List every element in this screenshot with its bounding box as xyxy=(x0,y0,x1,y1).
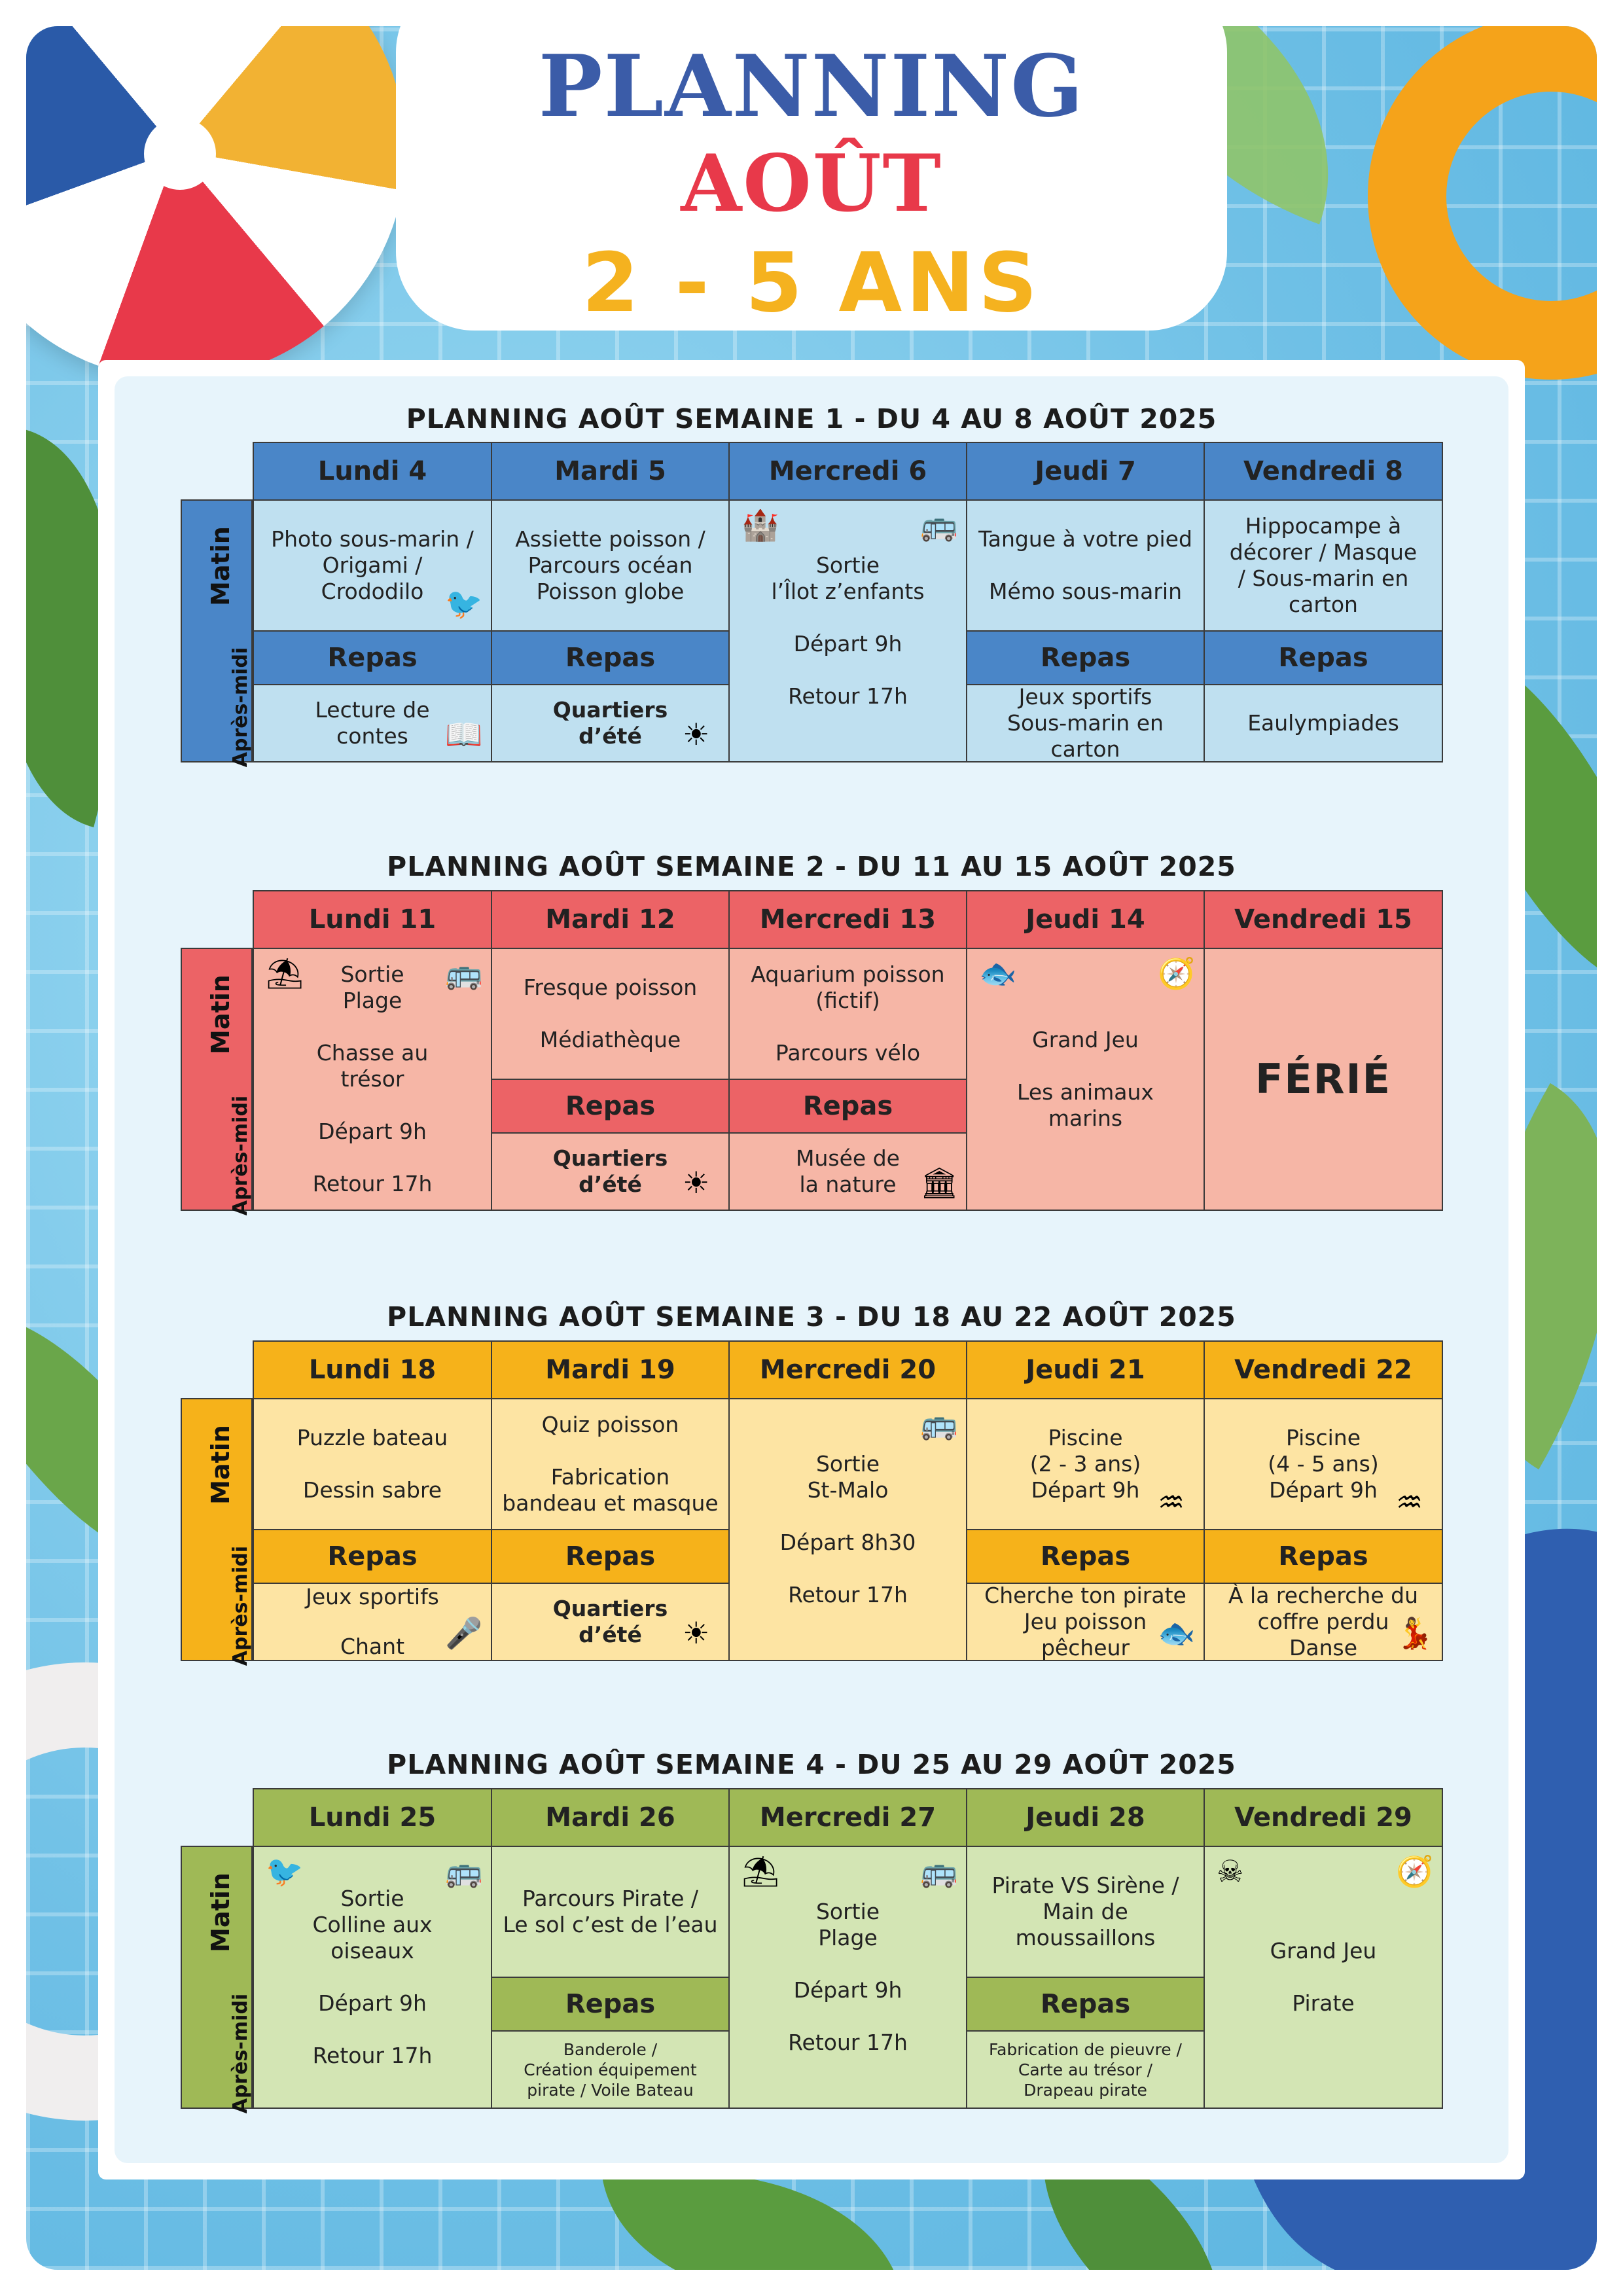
activity-line: Piscine xyxy=(1285,1425,1361,1450)
compass-icon: 🧭 xyxy=(1396,1854,1434,1889)
activity-line: À la recherche du xyxy=(1228,1583,1418,1608)
day-header-mardi-26: Mardi 26 xyxy=(491,1788,730,1847)
activity-line: Départ 9h xyxy=(1031,1477,1140,1503)
activity-line: Jeu poisson xyxy=(1024,1609,1147,1634)
activity-cell xyxy=(491,948,730,1080)
fish-icon: 🐟 xyxy=(979,956,1017,991)
activity-line: Médiathèque xyxy=(539,1027,681,1052)
meal-header: Repas xyxy=(491,1529,730,1584)
activity-line: Grand Jeu xyxy=(1032,1027,1139,1052)
day-header-mardi-19: Mardi 19 xyxy=(491,1340,730,1399)
activity-line: Poisson globe xyxy=(536,579,685,604)
activity-line: Parcours Pirate / xyxy=(522,1886,698,1911)
day-header-mercredi-13: Mercredi 13 xyxy=(728,890,967,949)
activity-line: Pirate xyxy=(1292,1990,1355,2016)
activity-cell xyxy=(253,1398,492,1530)
meal-header: Repas xyxy=(1204,630,1443,685)
label-morning-text: Matin xyxy=(205,1873,235,1952)
meal-header: Repas xyxy=(966,630,1205,685)
activity-cell xyxy=(728,948,967,1080)
meal-header: Repas xyxy=(966,1977,1205,2032)
bird-icon: 🐦 xyxy=(445,586,483,621)
activity-line: carton xyxy=(1050,736,1120,762)
title-planning: PLANNING xyxy=(538,36,1085,136)
activity-cell xyxy=(491,1398,730,1530)
activity-line: Fresque poisson xyxy=(523,975,698,1000)
label-morning xyxy=(181,526,253,606)
activity-line: la nature xyxy=(799,1172,897,1197)
activity-line: Danse xyxy=(1289,1635,1358,1660)
activity-line: Retour 17h xyxy=(788,1582,908,1607)
activity-line: Crododilo xyxy=(321,579,424,604)
day-header-jeudi-28: Jeudi 28 xyxy=(966,1788,1205,1847)
bus-icon: 🚌 xyxy=(920,507,958,543)
activity-line: Tangue à votre pied xyxy=(978,526,1192,552)
activity-line: Banderole / xyxy=(563,2039,658,2059)
label-afternoon-text: Après-midi xyxy=(229,1545,253,1666)
bouncy-castle-icon: 🏰 xyxy=(741,507,779,543)
activity-line: Sous-marin en xyxy=(1007,710,1164,736)
label-morning-text: Matin xyxy=(205,1425,235,1505)
activity-line: bandeau et masque xyxy=(502,1490,719,1516)
museum-icon: 🏛 xyxy=(920,1165,959,1200)
day-header-mercredi-6: Mercredi 6 xyxy=(728,442,967,501)
activity-cell xyxy=(1204,948,1443,1211)
activity-line: Retour 17h xyxy=(788,2030,908,2055)
meal-header: Repas xyxy=(491,630,730,685)
label-afternoon-text: Après-midi xyxy=(229,1095,253,1216)
activity-line: Assiette poisson / xyxy=(515,526,705,552)
activity-line: Drapeau pirate xyxy=(1024,2080,1147,2100)
activity-line: Carte au trésor / xyxy=(1018,2060,1153,2079)
beach-icon: ⛱ xyxy=(741,1854,780,1889)
activity-line: Grand Jeu xyxy=(1270,1938,1377,1964)
activity-line: Piscine xyxy=(1048,1425,1123,1450)
activity-line: d’été xyxy=(579,723,642,749)
day-header-lundi-18: Lundi 18 xyxy=(253,1340,492,1399)
activity-line: Parcours vélo xyxy=(775,1040,921,1066)
activity-line: Départ 9h xyxy=(1269,1477,1378,1503)
activity-line: (fictif) xyxy=(815,988,880,1013)
activity-cell xyxy=(966,499,1205,632)
microphone-icon: 🎤 xyxy=(445,1615,483,1651)
activity-line: Départ 9h xyxy=(318,1119,427,1144)
activity-line: Chant xyxy=(340,1634,405,1659)
meal-header: Repas xyxy=(491,1977,730,2032)
meal-header: Repas xyxy=(253,1529,492,1584)
activity-line: Musée de xyxy=(796,1145,900,1171)
label-morning-text: Matin xyxy=(205,975,235,1054)
activity-line: FÉRIÉ xyxy=(1255,1055,1391,1103)
activity-line: Départ 8h30 xyxy=(779,1530,916,1555)
label-afternoon xyxy=(181,1993,253,2114)
title-age-range: 2 - 5 ANS xyxy=(582,236,1041,331)
book-icon: 📖 xyxy=(445,717,483,752)
pool-icon: ♒ xyxy=(1396,1484,1423,1520)
activity-line: Fabrication de pieuvre / xyxy=(989,2039,1182,2059)
bird-icon: 🐦 xyxy=(266,1854,304,1889)
activity-line: coffre perdu xyxy=(1257,1609,1389,1634)
label-afternoon xyxy=(181,1095,253,1216)
title-month: AOÛT xyxy=(681,137,942,230)
activity-cell xyxy=(1204,499,1443,632)
activity-line: contes xyxy=(336,723,408,749)
day-header-mercredi-27: Mercredi 27 xyxy=(728,1788,967,1847)
activity-line: Retour 17h xyxy=(312,2043,433,2068)
compass-icon: 🧭 xyxy=(1158,956,1196,991)
bus-icon: 🚌 xyxy=(445,1854,483,1889)
activity-line: Jeux sportifs xyxy=(306,1584,439,1609)
label-afternoon xyxy=(181,647,253,768)
activity-line: Départ 9h xyxy=(793,1977,902,2003)
activity-line: Photo sous-marin / xyxy=(271,526,474,552)
activity-line: Sortie xyxy=(340,961,404,987)
day-header-jeudi-7: Jeudi 7 xyxy=(966,442,1205,501)
day-header-vendredi-15: Vendredi 15 xyxy=(1204,890,1443,949)
label-afternoon-text: Après-midi xyxy=(229,647,253,768)
activity-line: Aquarium poisson xyxy=(751,961,945,987)
day-header-vendredi-8: Vendredi 8 xyxy=(1204,442,1443,501)
activity-line: carton xyxy=(1289,592,1358,617)
day-header-vendredi-29: Vendredi 29 xyxy=(1204,1788,1443,1847)
activity-cell xyxy=(491,499,730,632)
activity-line: / Sous-marin en xyxy=(1238,565,1409,591)
activity-line: Pirate VS Sirène / xyxy=(991,1873,1179,1898)
label-afternoon-text: Après-midi xyxy=(229,1993,253,2114)
activity-cell xyxy=(966,684,1205,762)
activity-line: Mémo sous-marin xyxy=(988,579,1183,604)
activity-line: Hippocampe à xyxy=(1245,513,1402,539)
bus-icon: 🚌 xyxy=(920,1854,958,1889)
activity-line: Les animaux xyxy=(1017,1079,1154,1105)
meal-header: Repas xyxy=(966,1529,1205,1584)
week-title: PLANNING AOÛT SEMAINE 3 - DU 18 AU 22 AOÛT 2025 xyxy=(387,1301,1236,1333)
activity-line: Lecture de xyxy=(315,697,430,723)
label-morning xyxy=(181,1425,253,1505)
activity-line: Eaulympiades xyxy=(1247,710,1399,736)
week-title: PLANNING AOÛT SEMAINE 2 - DU 11 AU 15 AOÛT 2025 xyxy=(387,851,1236,882)
activity-line: St-Malo xyxy=(807,1477,889,1503)
activity-cell xyxy=(966,1846,1205,1978)
fish-icon: 🐟 xyxy=(1158,1615,1196,1651)
activity-line: marins xyxy=(1048,1105,1123,1131)
activity-line: Retour 17h xyxy=(312,1171,433,1196)
meal-header: Repas xyxy=(491,1079,730,1134)
bus-icon: 🚌 xyxy=(920,1406,958,1441)
activity-line: Dessin sabre xyxy=(302,1477,442,1503)
activity-line: trésor xyxy=(340,1066,404,1092)
activity-line: Colline aux xyxy=(312,1912,433,1937)
activity-line: Création équipement xyxy=(524,2060,697,2079)
activity-line: Fabrication xyxy=(550,1464,670,1490)
activity-line: Cherche ton pirate xyxy=(984,1583,1186,1608)
day-header-lundi-4: Lundi 4 xyxy=(253,442,492,501)
label-afternoon xyxy=(181,1545,253,1666)
activity-line: Plage xyxy=(342,988,402,1013)
dance-icon: 💃 xyxy=(1396,1615,1434,1651)
activity-line: Chasse au xyxy=(316,1040,429,1066)
activity-line: Quiz poisson xyxy=(541,1412,679,1437)
activity-line: Puzzle bateau xyxy=(296,1425,448,1450)
activity-line: l’Îlot z’enfants xyxy=(771,579,925,604)
activity-line: Sortie xyxy=(815,1451,880,1477)
activity-line: d’été xyxy=(579,1172,642,1197)
day-header-jeudi-14: Jeudi 14 xyxy=(966,890,1205,949)
activity-line: Départ 9h xyxy=(793,631,902,656)
activity-line: d’été xyxy=(579,1622,642,1647)
day-header-mercredi-20: Mercredi 20 xyxy=(728,1340,967,1399)
day-header-jeudi-21: Jeudi 21 xyxy=(966,1340,1205,1399)
activity-line: Quartiers xyxy=(552,1596,668,1621)
label-morning-text: Matin xyxy=(205,526,235,606)
meal-header: Repas xyxy=(253,630,492,685)
activity-line: (4 - 5 ans) xyxy=(1268,1451,1379,1477)
activity-line: Départ 9h xyxy=(318,1990,427,2016)
activity-line: décorer / Masque xyxy=(1229,539,1418,565)
day-header-lundi-11: Lundi 11 xyxy=(253,890,492,949)
activity-line: Quartiers xyxy=(552,1145,668,1171)
activity-line: Sortie xyxy=(340,1886,404,1911)
activity-line: Plage xyxy=(818,1925,878,1950)
activity-line: Origami / xyxy=(322,552,423,578)
activity-line: pirate / Voile Bateau xyxy=(527,2080,694,2100)
activity-cell xyxy=(1204,684,1443,762)
day-header-mardi-5: Mardi 5 xyxy=(491,442,730,501)
activity-line: Parcours océan xyxy=(527,552,693,578)
activity-line: Quartiers xyxy=(552,697,668,723)
activity-cell xyxy=(491,2030,730,2109)
activity-line: (2 - 3 ans) xyxy=(1029,1451,1141,1477)
meal-header: Repas xyxy=(728,1079,967,1134)
activity-cell xyxy=(491,1846,730,1978)
beach-icon: ⛱ xyxy=(266,956,304,991)
bus-icon: 🚌 xyxy=(445,956,483,991)
activity-line: pêcheur xyxy=(1041,1635,1130,1660)
pool-icon: ♒ xyxy=(1158,1484,1185,1520)
activity-cell xyxy=(966,2030,1205,2109)
activity-line: Jeux sportifs xyxy=(1018,684,1152,709)
week-title: PLANNING AOÛT SEMAINE 1 - DU 4 AU 8 AOÛT 2025 xyxy=(406,403,1217,435)
day-header-vendredi-22: Vendredi 22 xyxy=(1204,1340,1443,1399)
day-header-mardi-12: Mardi 12 xyxy=(491,890,730,949)
activity-line: Le sol c’est de l’eau xyxy=(503,1912,718,1937)
sun-icon: ☀ xyxy=(683,1615,710,1651)
label-morning xyxy=(181,975,253,1054)
pirate-icon: ☠ xyxy=(1217,1854,1244,1889)
sun-icon: ☀ xyxy=(683,717,710,752)
activity-line: Sortie xyxy=(815,1899,880,1924)
activity-line: oiseaux xyxy=(330,1938,414,1964)
sun-icon: ☀ xyxy=(683,1165,710,1200)
meal-header: Repas xyxy=(1204,1529,1443,1584)
activity-line: Sortie xyxy=(815,552,880,578)
label-morning xyxy=(181,1873,253,1952)
activity-line: Retour 17h xyxy=(788,683,908,709)
activity-line: moussaillons xyxy=(1015,1925,1156,1950)
day-header-lundi-25: Lundi 25 xyxy=(253,1788,492,1847)
activity-line: Main de xyxy=(1043,1899,1128,1924)
week-title: PLANNING AOÛT SEMAINE 4 - DU 25 AU 29 AOÛT 2025 xyxy=(387,1749,1236,1780)
